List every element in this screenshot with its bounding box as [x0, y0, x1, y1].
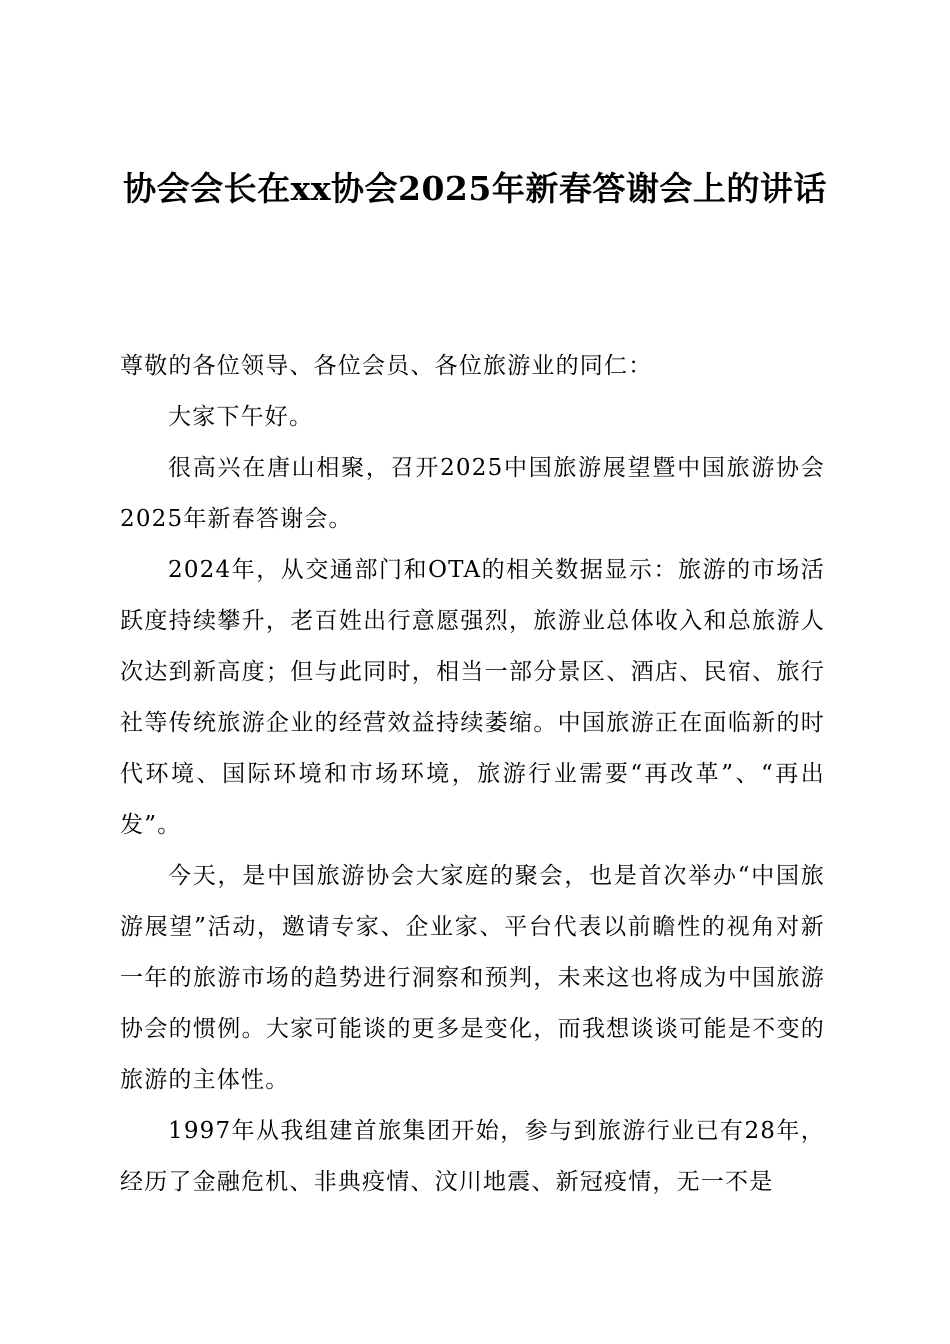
salutation: 尊敬的各位领导、各位会员、各位旅游业的同仁：	[120, 353, 653, 379]
paragraph: 今天，是中国旅游协会大家庭的聚会，也是首次举办“中国旅游展望”活动，邀请专家、企业家、平台代表以前瞻性的视角对新一年的旅游市场的趋势进行洞察和预判，未来这也将成为中国旅游协会的惯例。大家可能谈的更多是变化，而我想谈谈可能是不变的旅游的主体性。	[120, 863, 825, 1093]
paragraph: 1997年从我组建首旅集团开始，参与到旅游行业已有28年，经历了金融危机、非典疫情、汶川地震、新冠疫情，无一不是	[120, 1118, 825, 1195]
paragraph: 很高兴在唐山相聚，召开2025中国旅游展望暨中国旅游协会2025年新春答谢会。	[120, 455, 825, 532]
paragraph: 2024年，从交通部门和OTA的相关数据显示：旅游的市场活跃度持续攀升，老百姓出行意愿强烈，旅游业总体收入和总旅游人次达到新高度；但与此同时，相当一部分景区、酒店、民宿、旅行社等传统旅游企业的经营效益持续萎缩。中国旅游正在面临新的时代环境、国际环境和市场环境，旅游行业需要“再改革”、“再出发”。	[120, 557, 825, 838]
document-title: 协会会长在xx协会2025年新春答谢会上的讲话	[123, 169, 827, 208]
paragraph: 大家下午好。	[168, 404, 314, 430]
document-body	[120, 341, 825, 1208]
